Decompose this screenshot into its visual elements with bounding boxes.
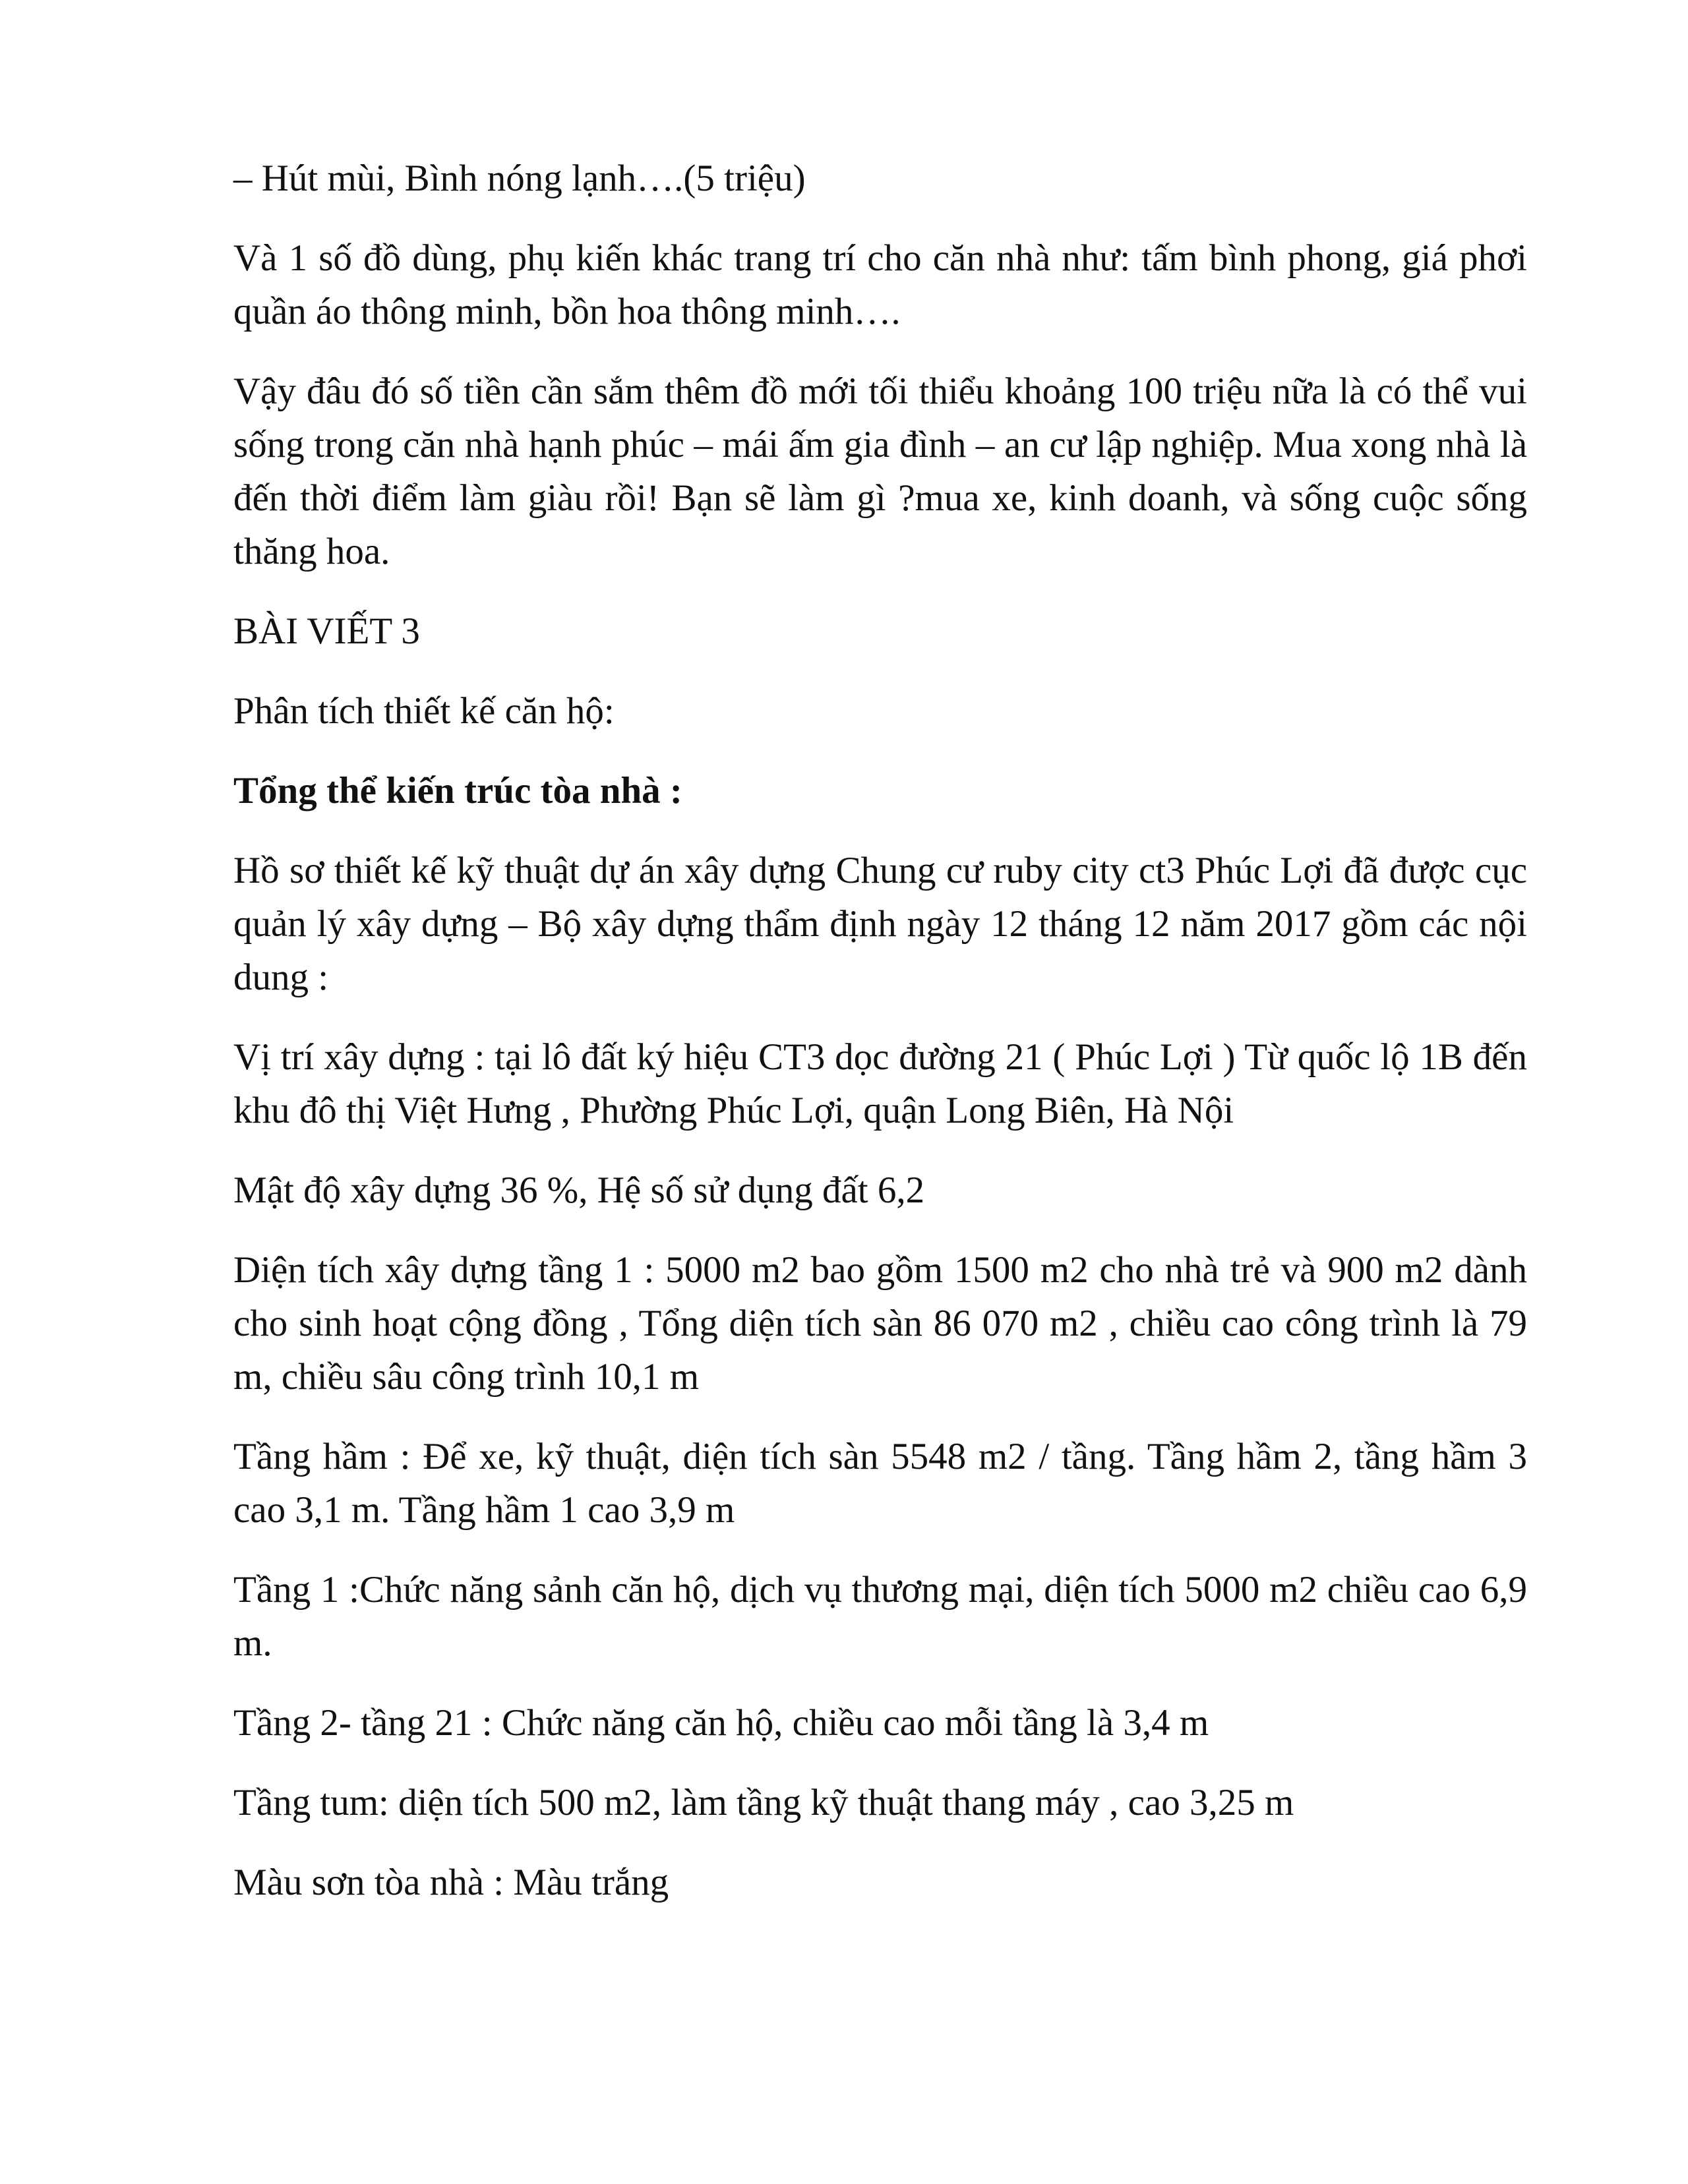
paragraph-floor-area: Diện tích xây dựng tầng 1 : 5000 m2 bao gồm 1500 m2 cho nhà trẻ và 900 m2 dành cho sinh hoạt cộng đồng , Tổng diện tích sàn 86 070 m2 , chiều cao công trình là 79 m, chiều sâu công trình 10,1 m bbox=[233, 1249, 1527, 1398]
paragraph-accessories: Và 1 số đồ dùng, phụ kiến khác trang trí cho căn nhà như: tấm bình phong, giá phơi quần áo thông minh, bồn hoa thông minh…. bbox=[233, 237, 1527, 332]
paragraph-budget: Vậy đâu đó số tiền cần sắm thêm đồ mới tối thiểu khoảng 100 triệu nữa là có thể vui sống trong căn nhà hạnh phúc – mái ấm gia đình – an cư lập nghiệp. Mua xong nhà là đến thời điểm làm giàu rồi! Bạn sẽ làm gì ?mua xe, kinh doanh, và sống cuộc sống thăng hoa. bbox=[233, 370, 1527, 572]
paragraph-design-dossier: Hồ sơ thiết kế kỹ thuật dự án xây dựng Chung cư ruby city ct3 Phúc Lợi đã được cục quản lý xây dựng – Bộ xây dựng thẩm định ngày 12 tháng 12 năm 2017 gồm các nội dung : bbox=[233, 850, 1527, 998]
paragraph-roof-floor: Tầng tum: diện tích 500 m2, làm tầng kỹ thuật thang máy , cao 3,25 m bbox=[233, 1782, 1294, 1823]
subheading-building-architecture: Tổng thể kiến trúc tòa nhà : bbox=[233, 770, 682, 812]
paragraph-apartment-analysis: Phân tích thiết kế căn hộ: bbox=[233, 690, 615, 732]
paragraph-range-hood: – Hút mùi, Bình nóng lạnh….(5 triệu) bbox=[233, 158, 806, 199]
paragraph-basement: Tầng hầm : Để xe, kỹ thuật, diện tích sàn 5548 m2 / tầng. Tầng hầm 2, tầng hầm 3 cao 3,1 m. Tầng hầm 1 cao 3,9 m bbox=[233, 1436, 1527, 1531]
paragraph-floors-2-21: Tầng 2- tầng 21 : Chức năng căn hộ, chiều cao mỗi tầng là 3,4 m bbox=[233, 1702, 1209, 1744]
section-heading-article-3: BÀI VIẾT 3 bbox=[233, 610, 420, 652]
paragraph-floor-1: Tầng 1 :Chức năng sảnh căn hộ, dịch vụ thương mại, diện tích 5000 m2 chiều cao 6,9 m. bbox=[233, 1569, 1527, 1664]
paragraph-density: Mật độ xây dựng 36 %, Hệ số sử dụng đất 6,2 bbox=[233, 1169, 925, 1211]
paragraph-paint-color: Màu sơn tòa nhà : Màu trắng bbox=[233, 1862, 669, 1903]
paragraph-location: Vị trí xây dựng : tại lô đất ký hiệu CT3 dọc đường 21 ( Phúc Lợi ) Từ quốc lộ 1B đến khu đô thị Việt Hưng , Phường Phúc Lợi, quận Long Biên, Hà Nội bbox=[233, 1036, 1527, 1131]
document-body bbox=[233, 152, 1527, 1935]
